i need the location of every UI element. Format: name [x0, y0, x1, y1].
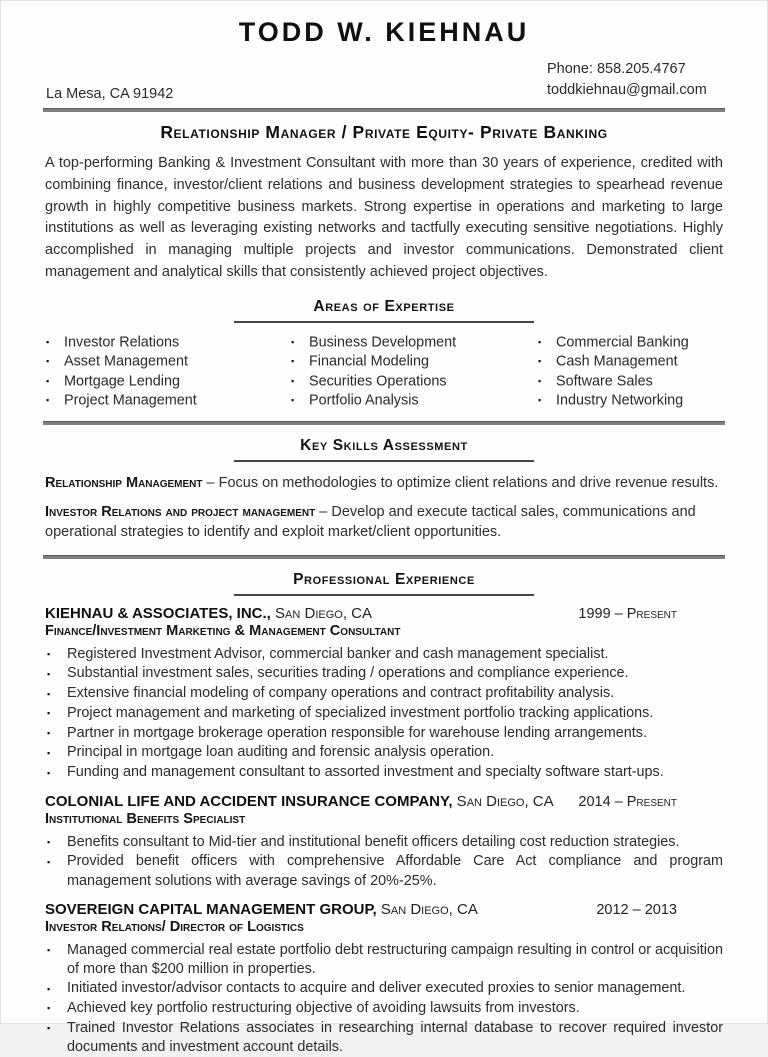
job-entry	[1, 605, 767, 783]
job-bullet-list	[1, 645, 767, 783]
job-company-line	[45, 793, 554, 811]
expertise-item-label: Portfolio Analysis	[309, 392, 419, 409]
bullet-square-icon: ▪	[47, 668, 51, 679]
expertise-item-label: Business Development	[309, 334, 457, 351]
expertise-item-label: Commercial Banking	[556, 334, 689, 351]
bullet-square-icon: ▪	[47, 1003, 51, 1014]
expertise-item-label: Financial Modeling	[309, 353, 429, 370]
bullet-square-icon: ▪	[47, 747, 51, 758]
job-bullet-text: Provided benefit officers with comprehensive Affordable Care Act compliance and program management solutions with average savings of 20%-25%.	[67, 853, 723, 889]
bullet-square-icon: ▪	[291, 356, 295, 367]
skill-text: – Develop and execute tactical sales, communications and operational strategies to identify and exploit market/client opportunities.	[45, 503, 696, 540]
contact-block	[1, 59, 767, 103]
expertise-item-label: Project Management	[64, 392, 197, 409]
job-dates: 2014 – Present	[578, 793, 677, 810]
job-header	[45, 793, 723, 811]
bullet-square-icon: ▪	[46, 356, 50, 367]
job-company: SOVEREIGN CAPITAL MANAGEMENT GROUP,	[45, 900, 377, 918]
job-bullet	[47, 979, 723, 999]
expertise-grid	[46, 333, 722, 411]
expertise-item	[291, 391, 538, 411]
expertise-item	[46, 372, 291, 392]
expertise-item	[538, 391, 722, 411]
bullet-square-icon: ▪	[46, 336, 50, 347]
contact-email: toddkiehnau@gmail.com	[547, 82, 707, 98]
job-bullet-text: Project management and marketing of specialized investment portfolio tracking applications.	[67, 704, 654, 721]
job-header	[45, 901, 723, 919]
contact-location: La Mesa, CA 91942	[46, 86, 174, 102]
expertise-item	[46, 391, 291, 411]
job-bullet	[47, 664, 723, 684]
job-location: San Diego, CA	[376, 900, 478, 918]
job-bullet-text: Trained Investor Relations associates in researching internal database to recover required investor documents and investment account details.	[67, 1019, 723, 1055]
job-location: San Diego, CA	[270, 604, 372, 622]
job-bullet	[47, 684, 723, 704]
job-bullet	[47, 724, 723, 744]
section-heading-skills: Key Skills Assessment	[234, 436, 534, 462]
job-bullet-text: Managed commercial real estate portfolio debt restructuring campaign resulting in control or acquisition of more than $200 million in properties.	[67, 941, 723, 978]
skill-statement	[45, 502, 723, 542]
job-bullet	[47, 1019, 723, 1057]
expertise-item	[538, 372, 722, 392]
job-bullet	[47, 645, 723, 665]
bullet-square-icon: ▪	[291, 375, 295, 386]
header-divider	[43, 108, 725, 112]
job-dates: 1999 – Present	[578, 605, 677, 622]
expertise-item	[291, 372, 538, 392]
expertise-item	[538, 333, 722, 353]
job-bullet-text: Extensive financial modeling of company operations and contract profitability analysis.	[67, 685, 615, 702]
skill-lead: Investor Relations and project management	[45, 503, 316, 520]
section-heading-expertise: Areas of Expertise	[234, 297, 534, 323]
bullet-square-icon: ▪	[47, 708, 51, 719]
expertise-column-1	[46, 333, 291, 411]
page-title: TODD W. KIEHNAU	[238, 17, 530, 47]
job-role: Institutional Benefits Specialist	[45, 810, 246, 827]
job-company-line	[45, 901, 478, 919]
expertise-column-2	[291, 333, 538, 411]
job-bullet	[47, 833, 723, 853]
job-bullet	[47, 704, 723, 724]
job-bullet-text: Initiated investor/advisor contacts to acquire and deliver executed proxies to senior management.	[67, 980, 686, 997]
expertise-item	[46, 333, 291, 353]
job-company: COLONIAL LIFE AND ACCIDENT INSURANCE COMPANY,	[45, 792, 453, 810]
job-bullet	[47, 763, 723, 783]
bullet-square-icon: ▪	[46, 395, 50, 406]
job-bullet	[47, 999, 723, 1019]
job-location: San Diego, CA	[452, 792, 554, 810]
job-bullet-list	[1, 833, 767, 891]
job-header	[45, 605, 723, 623]
section-heading-experience: Professional Experience	[234, 570, 534, 596]
expertise-item-label: Software Sales	[556, 373, 653, 390]
job-role: Finance/Investment Marketing & Management Consultant	[45, 622, 401, 639]
bullet-square-icon: ▪	[46, 375, 50, 386]
bullet-square-icon: ▪	[291, 395, 295, 406]
job-bullet-text: Funding and management consultant to assorted investment and specialty software start-ups.	[67, 764, 664, 780]
skill-lead: Relationship Management	[45, 474, 203, 491]
resume-headline: Relationship Manager / Private Equity- Private Banking	[160, 122, 608, 142]
job-bullet-text: Benefits consultant to Mid-tier and institutional benefit officers detailing cost reduction strategies.	[67, 833, 680, 850]
bullet-square-icon: ▪	[47, 728, 51, 739]
bullet-square-icon: ▪	[47, 1023, 51, 1034]
job-entry	[1, 793, 767, 891]
job-role: Investor Relations/ Director of Logistics	[45, 918, 304, 935]
job-dates: 2012 – 2013	[596, 901, 677, 918]
section-divider	[43, 421, 725, 425]
expertise-column-3	[538, 333, 722, 411]
skill-text: – Focus on methodologies to optimize client relations and drive revenue results.	[202, 474, 719, 491]
job-bullet-list	[1, 941, 767, 1057]
bullet-square-icon: ▪	[47, 983, 51, 994]
expertise-item-label: Asset Management	[64, 353, 188, 370]
expertise-item-label: Mortgage Lending	[64, 373, 181, 390]
bullet-square-icon: ▪	[47, 945, 51, 956]
section-divider	[43, 555, 725, 559]
contact-phone: Phone: 858.205.4767	[547, 61, 686, 77]
bullet-square-icon: ▪	[538, 375, 542, 386]
job-bullet	[47, 941, 723, 979]
job-bullet-text: Achieved key portfolio restructuring objective of avoiding lawsuits from investors.	[67, 999, 580, 1016]
job-bullet	[47, 852, 723, 890]
job-bullet-text: Principal in mortgage loan auditing and forensic analysis operation.	[67, 744, 495, 761]
job-bullet-text: Substantial investment sales, securities trading / operations and compliance experience.	[67, 665, 629, 682]
contact-right-block	[547, 59, 707, 101]
bullet-square-icon: ▪	[538, 356, 542, 367]
skill-statement	[45, 473, 723, 493]
expertise-item	[538, 352, 722, 372]
job-company: KIEHNAU & ASSOCIATES, INC.,	[45, 604, 271, 622]
expertise-item	[46, 352, 291, 372]
summary-paragraph: A top-performing Banking & Investment Consultant with more than 30 years of experience, credited with combining finance, investor/client relations and business development strategies to spearhead revenue growth in highly competitive business markets. Strong expertise in operations and marketing to large institutions as well as leveraging existing networks and tactfully executing sensitive negotiations. Highly accomplished in managing multiple projects and investor communications. Demonstrated client management and analytical skills that consistently achieved project objectives.	[45, 155, 723, 280]
bullet-square-icon: ▪	[47, 856, 51, 867]
bullet-square-icon: ▪	[47, 688, 51, 699]
bullet-square-icon: ▪	[47, 767, 51, 778]
expertise-item-label: Investor Relations	[64, 334, 180, 351]
job-bullet	[47, 743, 723, 763]
job-entry	[1, 901, 767, 1057]
bullet-square-icon: ▪	[47, 649, 51, 660]
expertise-item-label: Securities Operations	[309, 373, 447, 390]
expertise-item-label: Cash Management	[556, 353, 678, 370]
expertise-item-label: Industry Networking	[556, 392, 684, 409]
job-bullet-text: Partner in mortgage brokerage operation responsible for warehouse lending arrangements.	[67, 724, 647, 741]
bullet-square-icon: ▪	[538, 336, 542, 347]
expertise-item	[291, 333, 538, 353]
bullet-square-icon: ▪	[47, 837, 51, 848]
expertise-item	[291, 352, 538, 372]
job-company-line	[45, 605, 372, 623]
job-bullet-text: Registered Investment Advisor, commercial banker and cash management specialist.	[67, 645, 609, 662]
bullet-square-icon: ▪	[538, 395, 542, 406]
bullet-square-icon: ▪	[291, 336, 295, 347]
